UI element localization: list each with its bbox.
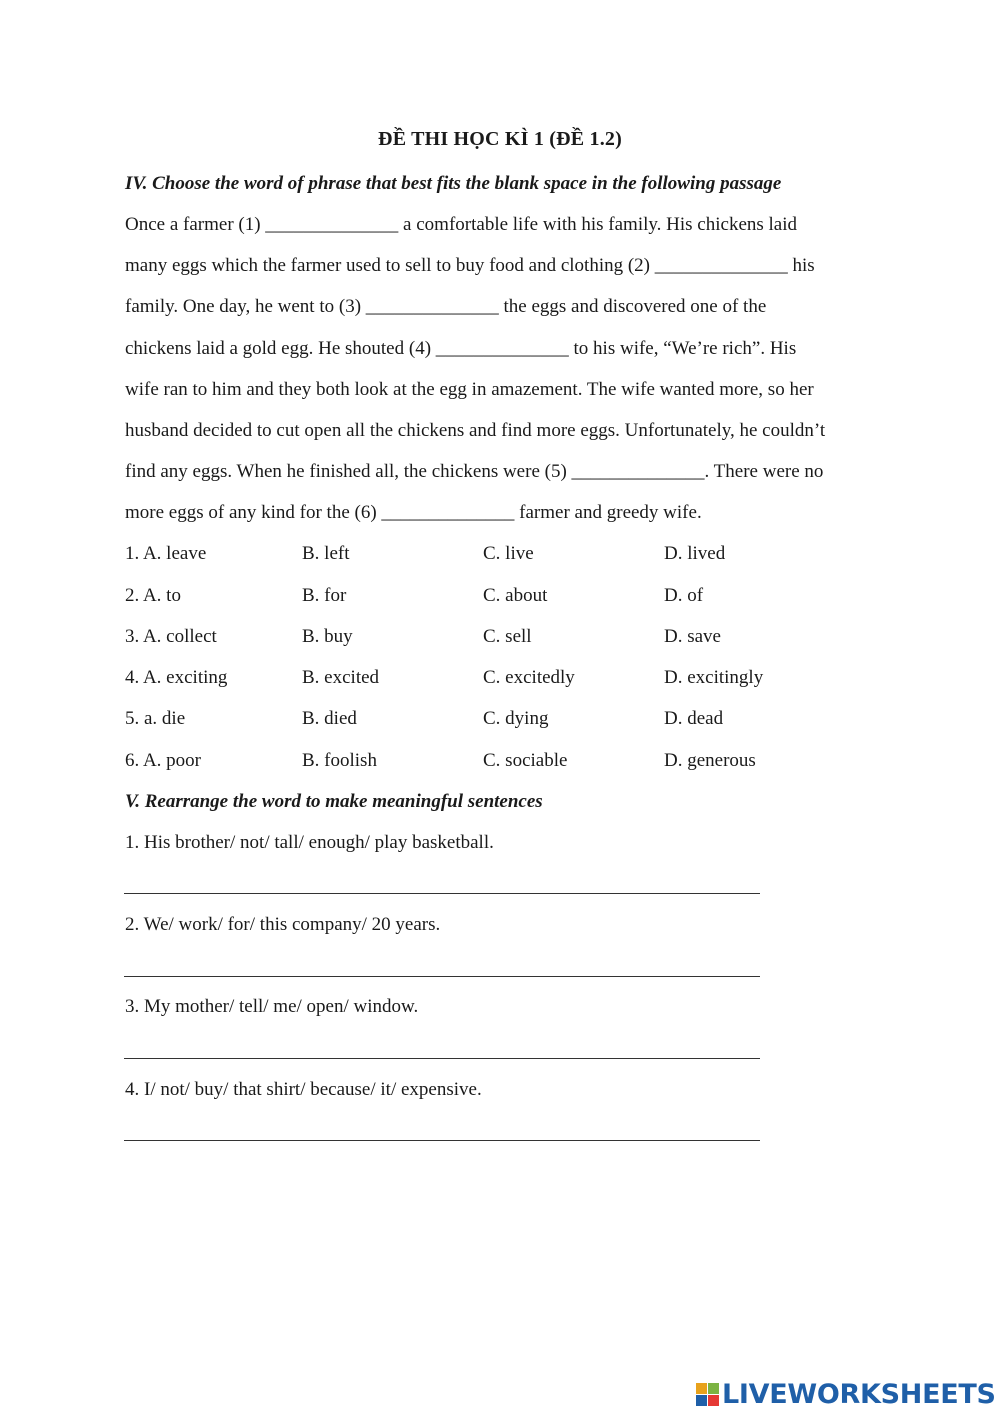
answer-line-4[interactable]	[124, 1140, 760, 1141]
option-d[interactable]: D. dead	[664, 708, 724, 729]
option-a[interactable]: 6. A. poor	[125, 750, 201, 771]
option-b[interactable]: B. died	[302, 708, 357, 729]
liveworksheets-logo-icon	[696, 1383, 719, 1406]
option-b[interactable]: B. buy	[302, 626, 353, 647]
passage-line: husband decided to cut open all the chickens and find more eggs. Unfortunately, he couldn’t	[125, 420, 826, 441]
option-c[interactable]: C. excitedly	[483, 667, 575, 688]
option-a[interactable]: 3. A. collect	[125, 626, 217, 647]
passage-line: family. One day, he went to (3) ______________ the eggs and discovered one of the	[125, 296, 767, 317]
section-v-heading: V. Rearrange the word to make meaningful sentences	[125, 791, 543, 812]
page-title: ĐỀ THI HỌC KÌ 1 (ĐỀ 1.2)	[378, 128, 622, 150]
option-c[interactable]: C. dying	[483, 708, 549, 729]
option-d[interactable]: D. of	[664, 585, 704, 606]
answer-line-2[interactable]	[124, 976, 760, 977]
option-d[interactable]: D. excitingly	[664, 667, 764, 688]
liveworksheets-logo	[696, 1374, 996, 1414]
option-a[interactable]: 2. A. to	[125, 585, 181, 606]
passage-line: more eggs of any kind for the (6) ______________ farmer and greedy wife.	[125, 502, 702, 523]
passage-line: Once a farmer (1) ______________ a comfortable life with his family. His chickens laid	[125, 214, 798, 235]
rearrange-item-2: 2. We/ work/ for/ this company/ 20 years.	[125, 914, 441, 935]
passage-line: chickens laid a gold egg. He shouted (4) ______________ to his wife, “We’re rich”. His	[125, 338, 797, 359]
option-a[interactable]: 5. a. die	[125, 708, 186, 729]
option-b[interactable]: B. left	[302, 543, 350, 564]
passage-line: wife ran to him and they both look at the egg in amazement. The wife wanted more, so her	[125, 379, 814, 400]
option-d[interactable]: D. generous	[664, 750, 756, 771]
rearrange-item-4: 4. I/ not/ buy/ that shirt/ because/ it/ expensive.	[125, 1079, 482, 1100]
option-b[interactable]: B. for	[302, 585, 347, 606]
logo-text: LIVEWORKSHEETS	[722, 1378, 996, 1410]
option-a[interactable]: 4. A. exciting	[125, 667, 228, 688]
option-d[interactable]: D. lived	[664, 543, 726, 564]
option-d[interactable]: D. save	[664, 626, 721, 647]
option-c[interactable]: C. live	[483, 543, 534, 564]
option-a[interactable]: 1. A. leave	[125, 543, 207, 564]
answer-line-1[interactable]	[124, 893, 760, 894]
passage-line: find any eggs. When he finished all, the chickens were (5) ______________. There were no	[125, 461, 824, 482]
option-c[interactable]: C. sociable	[483, 750, 568, 771]
option-c[interactable]: C. sell	[483, 626, 532, 647]
rearrange-item-1: 1. His brother/ not/ tall/ enough/ play basketball.	[125, 832, 494, 853]
option-b[interactable]: B. foolish	[302, 750, 377, 771]
option-c[interactable]: C. about	[483, 585, 548, 606]
option-b[interactable]: B. excited	[302, 667, 380, 688]
answer-line-3[interactable]	[124, 1058, 760, 1059]
rearrange-item-3: 3. My mother/ tell/ me/ open/ window.	[125, 996, 419, 1017]
section-iv-heading: IV. Choose the word of phrase that best fits the blank space in the following passage	[125, 173, 782, 194]
passage-line: many eggs which the farmer used to sell to buy food and clothing (2) ______________ his	[125, 255, 815, 276]
